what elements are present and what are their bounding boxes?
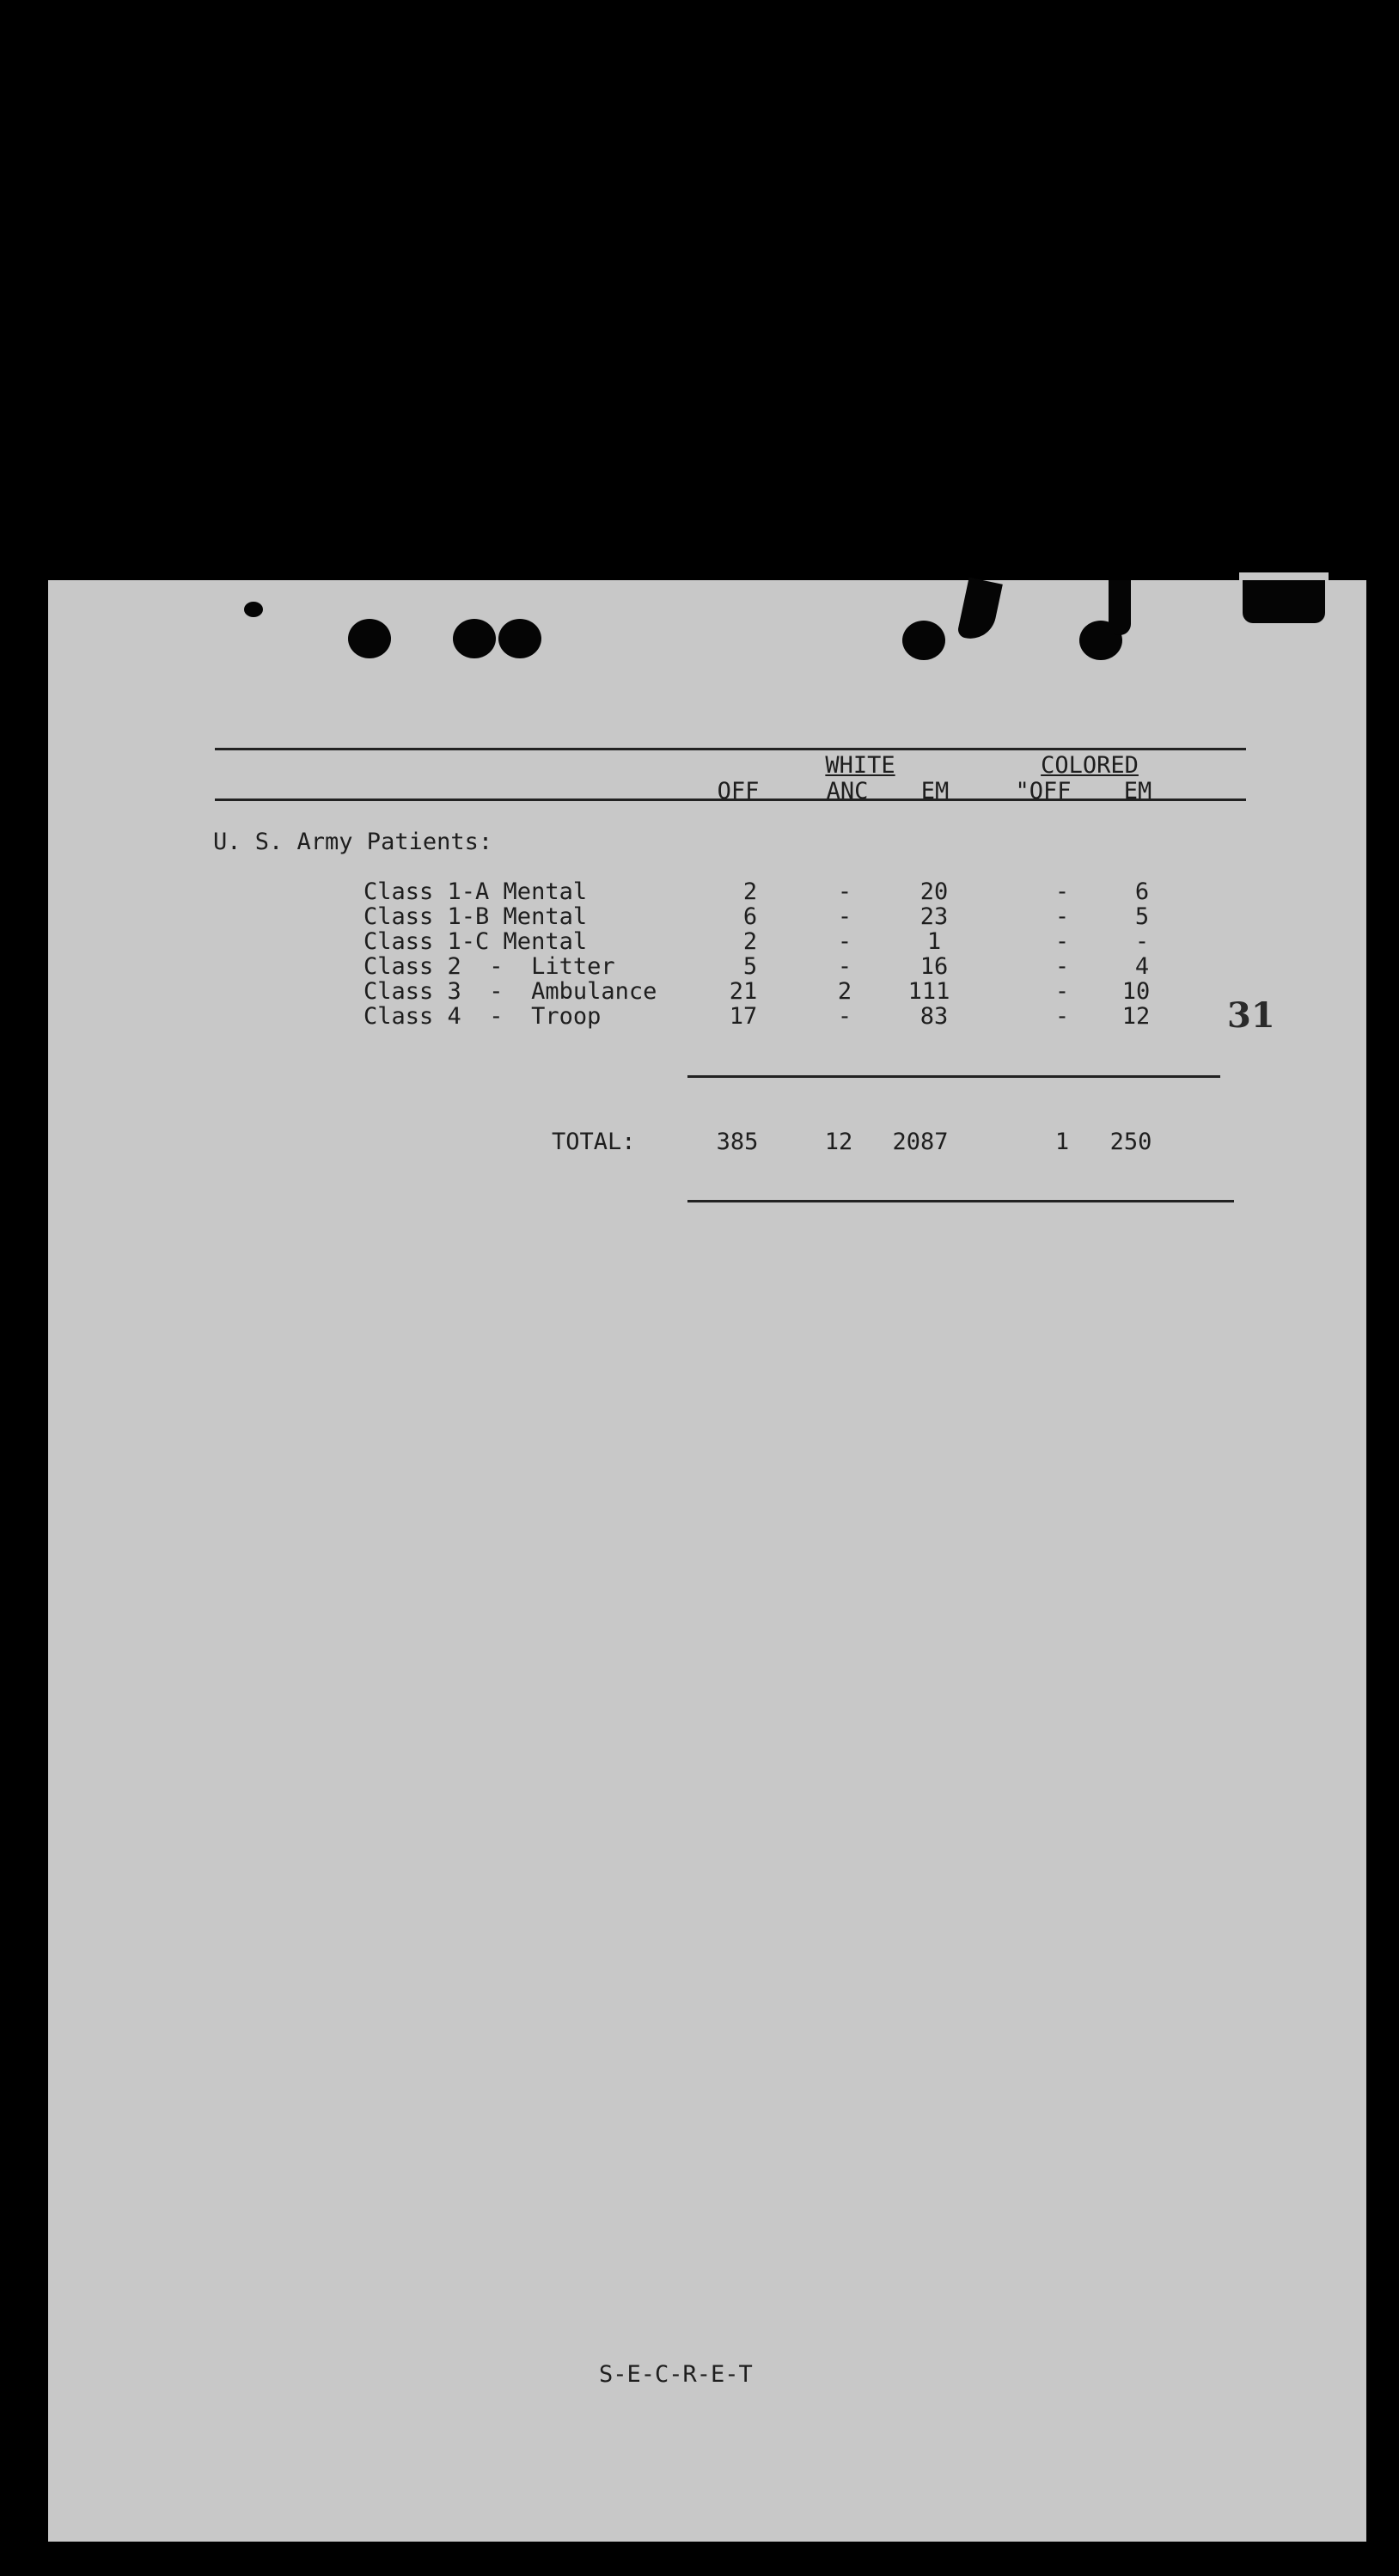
total-colored-em: 250 — [1109, 1129, 1152, 1155]
row-label: Class 1-A Mental — [363, 878, 588, 905]
cell-white-em: 1 — [926, 928, 942, 955]
cell-white-anc: - — [837, 1003, 852, 1030]
column-header-em: EM — [920, 778, 950, 805]
total-colored-off: 1 — [1054, 1129, 1070, 1155]
cell-colored-off: - — [1054, 903, 1070, 930]
section-title: U. S. Army Patients: — [213, 829, 493, 855]
torn-edge — [1243, 580, 1325, 623]
column-header-anc: ANC — [826, 778, 869, 805]
cell-white-anc: - — [837, 928, 852, 955]
total-white-em: 2087 — [892, 1129, 949, 1155]
cell-colored-em: 10 — [1121, 978, 1151, 1005]
cell-white-anc: - — [837, 953, 852, 980]
cell-colored-off: - — [1054, 1003, 1070, 1030]
cell-white-anc: - — [837, 903, 852, 930]
total-label: TOTAL: — [552, 1129, 636, 1155]
row-label: Class 1-C Mental — [363, 928, 588, 955]
punch-hole — [348, 619, 391, 658]
cell-colored-em: 5 — [1134, 903, 1150, 930]
row-label: Class 1-B Mental — [363, 903, 588, 930]
page-number: 31 — [1227, 995, 1275, 1036]
column-header-colored-off: "OFF — [1015, 778, 1072, 805]
punch-hole — [902, 621, 945, 660]
cell-colored-off: - — [1054, 978, 1070, 1005]
total-top-rule — [687, 1075, 1220, 1078]
document-page — [48, 580, 1366, 2542]
total-white-anc: 12 — [824, 1129, 853, 1155]
total-white-off: 385 — [716, 1129, 759, 1155]
cell-white-anc: - — [837, 878, 852, 905]
header-top-rule — [215, 748, 1246, 750]
cell-colored-off: - — [1054, 953, 1070, 980]
cell-colored-em: 4 — [1134, 953, 1150, 980]
cell-white-em: 23 — [919, 903, 949, 930]
cell-white-off: 2 — [742, 878, 758, 905]
cell-white-anc: 2 — [837, 978, 852, 1005]
cell-white-em: 16 — [919, 953, 949, 980]
cell-white-off: 2 — [742, 928, 758, 955]
cell-white-off: 5 — [742, 953, 758, 980]
security-classification-footer: S-E-C-R-E-T — [599, 2361, 753, 2388]
cell-white-em: 83 — [919, 1003, 949, 1030]
cell-white-off: 6 — [742, 903, 758, 930]
column-header-off: OFF — [717, 778, 760, 805]
punch-hole — [498, 619, 541, 658]
row-label: Class 4 - Troop — [363, 1003, 602, 1030]
colored-group-header: COLORED — [1041, 752, 1139, 779]
cell-white-off: 21 — [729, 978, 758, 1005]
ink-spot — [244, 602, 263, 617]
cell-colored-em: 6 — [1134, 878, 1150, 905]
torn-edge — [1109, 580, 1131, 635]
total-bottom-rule — [687, 1200, 1234, 1202]
white-group-header: WHITE — [825, 752, 895, 779]
cell-white-em: 111 — [907, 978, 950, 1005]
cell-white-off: 17 — [729, 1003, 758, 1030]
cell-colored-em: 12 — [1121, 1003, 1151, 1030]
row-label: Class 2 - Litter — [363, 953, 615, 980]
cell-white-em: 20 — [919, 878, 949, 905]
row-label: Class 3 - Ambulance — [363, 978, 657, 1005]
cell-colored-em: - — [1134, 928, 1150, 955]
cell-colored-off: - — [1054, 878, 1070, 905]
cell-colored-off: - — [1054, 928, 1070, 955]
column-header-colored-em: EM — [1123, 778, 1152, 805]
punch-hole — [453, 619, 496, 658]
